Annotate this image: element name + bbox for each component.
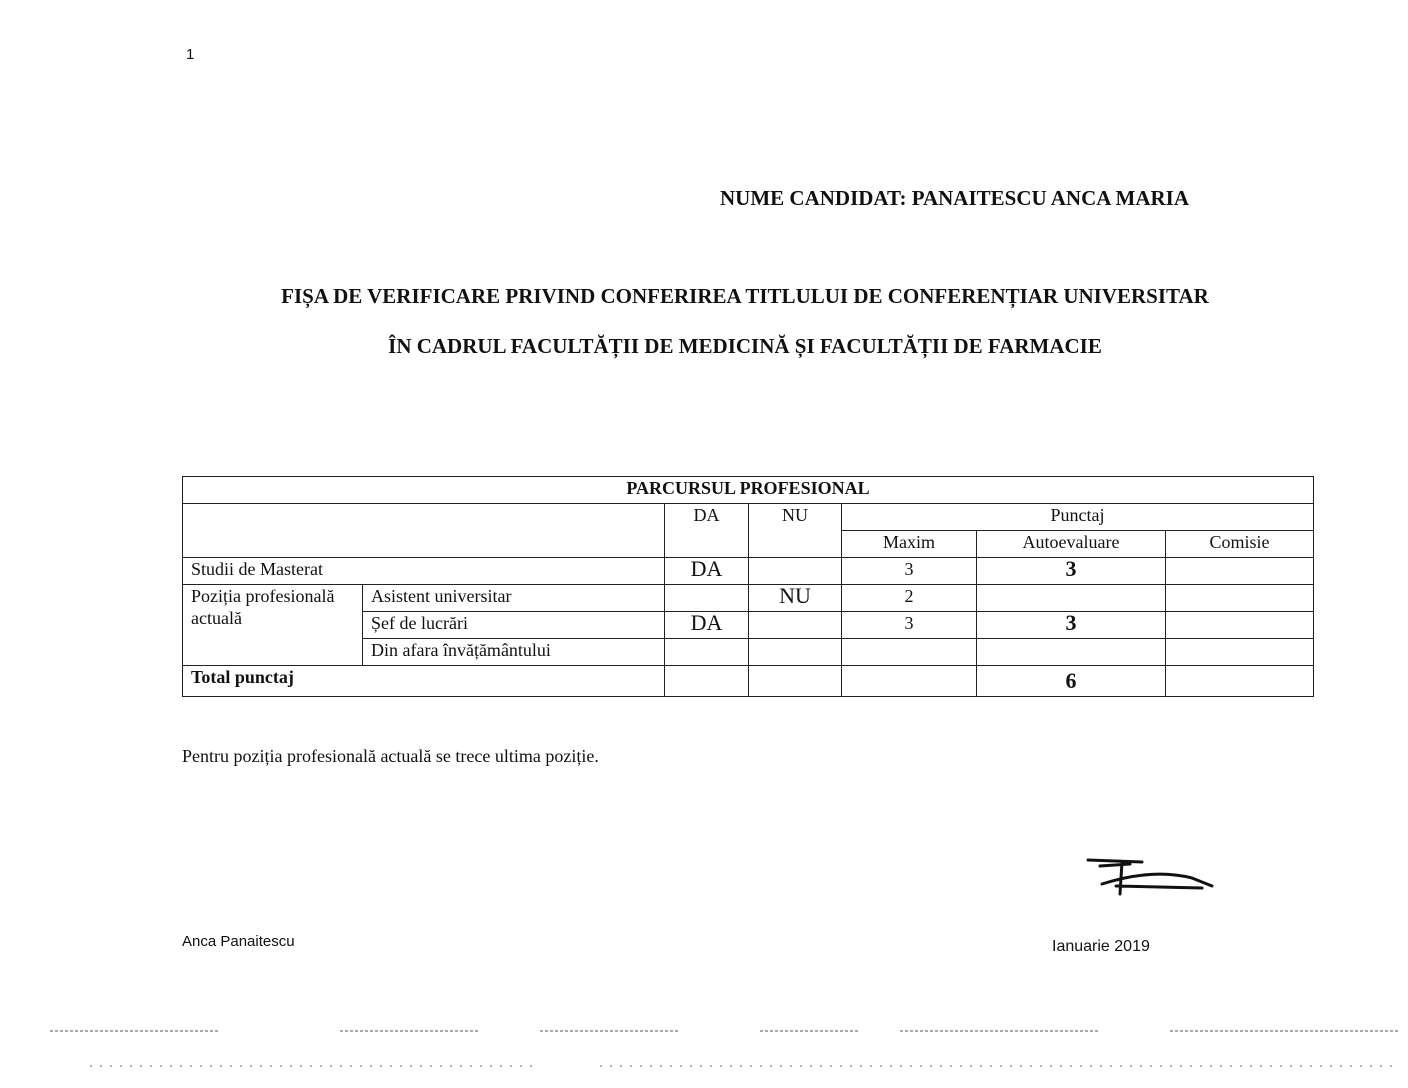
professional-path-table (182, 476, 1314, 697)
cell-nu (749, 666, 842, 697)
cell-comisie (1166, 639, 1314, 666)
cell-maxim (842, 666, 977, 697)
cell-maxim (842, 639, 977, 666)
row-label: Studii de Masterat (183, 558, 665, 585)
header-da: DA (665, 504, 749, 558)
table-title: PARCURSUL PROFESIONAL (183, 477, 1314, 504)
signature-icon (1082, 850, 1222, 900)
cell-auto: 3 (977, 612, 1166, 639)
cell-da (665, 666, 749, 697)
document-date: Ianuarie 2019 (1052, 938, 1150, 955)
total-auto: 6 (977, 666, 1166, 697)
scan-artifact-lines (40, 1030, 1400, 1070)
page-number: 1 (186, 46, 195, 63)
cell-auto (977, 585, 1166, 612)
cell-da (665, 585, 749, 612)
cell-da (665, 639, 749, 666)
cell-auto: 3 (977, 558, 1166, 585)
cell-nu (749, 558, 842, 585)
header-nu: NU (749, 504, 842, 558)
candidate-name: NUME CANDIDAT: PANAITESCU ANCA MARIA (720, 186, 1190, 210)
group-label: Poziția profesională actuală (183, 585, 363, 666)
row-label: Șef de lucrări (363, 612, 665, 639)
cell-maxim: 3 (842, 558, 977, 585)
cell-maxim: 3 (842, 612, 977, 639)
header-autoevaluare: Autoevaluare (977, 531, 1166, 558)
table-row (183, 585, 1314, 612)
header-blank (183, 504, 665, 558)
cell-da: DA (665, 612, 749, 639)
table-row (183, 558, 1314, 585)
header-punctaj: Punctaj (842, 504, 1314, 531)
header-maxim: Maxim (842, 531, 977, 558)
total-label: Total punctaj (183, 666, 665, 697)
row-label: Asistent universitar (363, 585, 665, 612)
footnote: Pentru poziția profesională actuală se trece ultima poziție. (182, 746, 599, 766)
title-line-2: ÎN CADRUL FACULTĂȚII DE MEDICINĂ ȘI FACULTĂȚII DE FARMACIE (388, 334, 1102, 358)
header-comisie: Comisie (1166, 531, 1314, 558)
cell-comisie (1166, 666, 1314, 697)
cell-nu (749, 639, 842, 666)
cell-auto (977, 639, 1166, 666)
cell-comisie (1166, 585, 1314, 612)
cell-comisie (1166, 612, 1314, 639)
cell-nu: NU (749, 585, 842, 612)
signer-name: Anca Panaitescu (182, 933, 295, 950)
total-row (183, 666, 1314, 697)
cell-da: DA (665, 558, 749, 585)
cell-maxim: 2 (842, 585, 977, 612)
row-label: Din afara învățământului (363, 639, 665, 666)
cell-nu (749, 612, 842, 639)
title-line-1: FIȘA DE VERIFICARE PRIVIND CONFERIREA TITLULUI DE CONFERENȚIAR UNIVERSITAR (281, 284, 1209, 308)
cell-comisie (1166, 558, 1314, 585)
